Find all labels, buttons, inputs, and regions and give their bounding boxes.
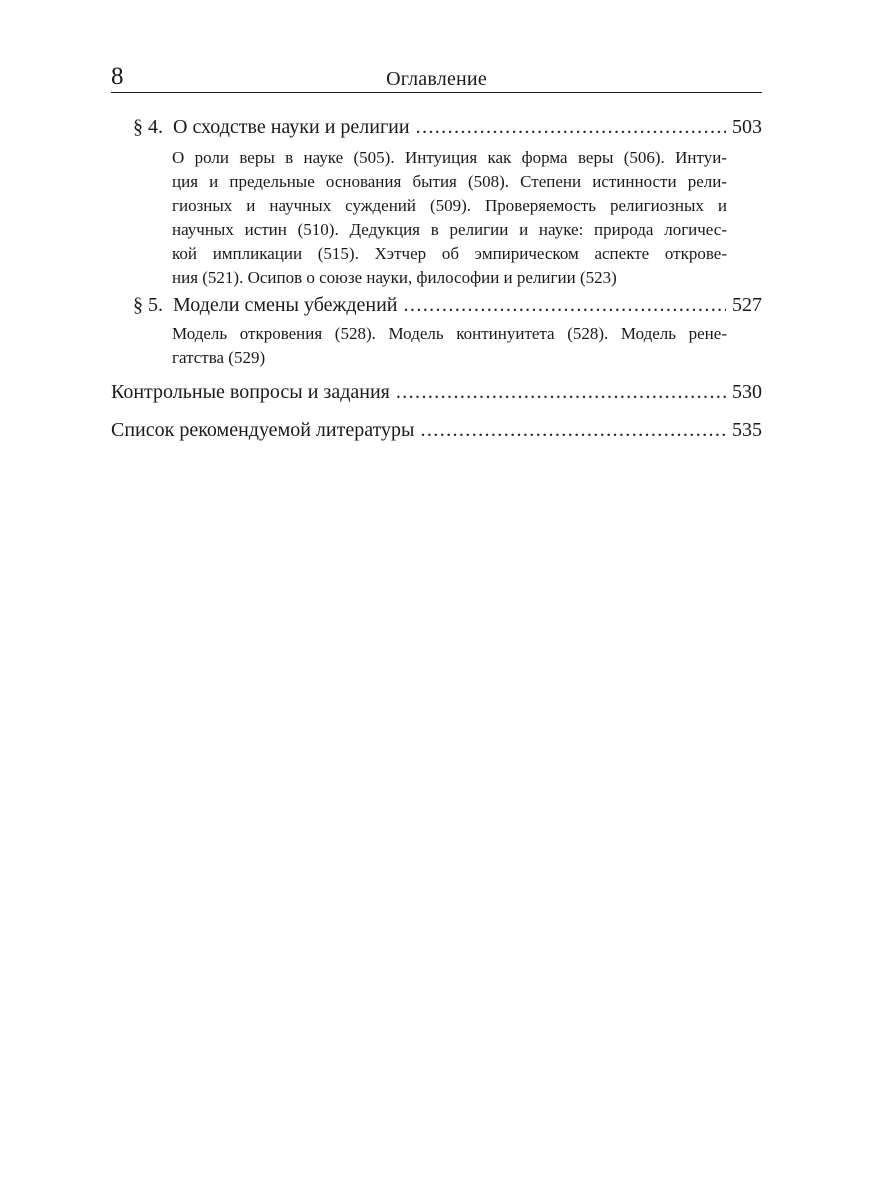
desc-line: Модель откровения (528). Модель континуитета (528). Модель рене-: [172, 324, 727, 343]
dot-leader: [421, 417, 727, 443]
section-number: § 5.: [133, 294, 163, 316]
section-title: О сходстве науки и религии: [173, 116, 410, 138]
running-header: [111, 62, 762, 93]
page-ref: 503: [732, 116, 762, 138]
page-ref: 527: [732, 294, 762, 316]
desc-line: научных истин (510). Дедукция в религии и науке: природа логичес-: [172, 220, 727, 239]
toc-entry-section-4[interactable]: [133, 114, 762, 140]
entry-title: Контрольные вопросы и задания: [111, 381, 390, 403]
section-5-description: [172, 322, 727, 370]
desc-line: ния (521). Осипов о союзе науки, философии и религии (523): [172, 268, 617, 287]
desc-line: кой импликации (515). Хэтчер об эмпирическом аспекте открове-: [172, 244, 727, 263]
dot-leader: [416, 114, 726, 140]
toc-entry-questions[interactable]: [111, 379, 762, 405]
desc-line: О роли веры в науке (505). Интуиция как форма веры (506). Интуи-: [172, 148, 727, 167]
page-ref: 535: [732, 419, 762, 441]
dot-leader: [404, 292, 726, 318]
desc-line: ция и предельные основания бытия (508). Степени истинности рели-: [172, 172, 727, 191]
toc-entry-literature[interactable]: [111, 417, 762, 443]
toc-entry-section-5[interactable]: [133, 292, 762, 318]
desc-line: гатства (529): [172, 348, 266, 367]
section-4-description: [172, 146, 727, 290]
page-ref: 530: [732, 381, 762, 403]
dot-leader: [396, 379, 726, 405]
entry-title: Список рекомендуемой литературы: [111, 419, 415, 441]
running-title: Оглавление: [386, 68, 487, 90]
desc-line: гиозных и научных суждений (509). Проверяемость религиозных и: [172, 196, 727, 215]
section-number: § 4.: [133, 116, 163, 138]
section-title: Модели смены убеждений: [173, 294, 398, 316]
page-number: 8: [111, 63, 124, 90]
